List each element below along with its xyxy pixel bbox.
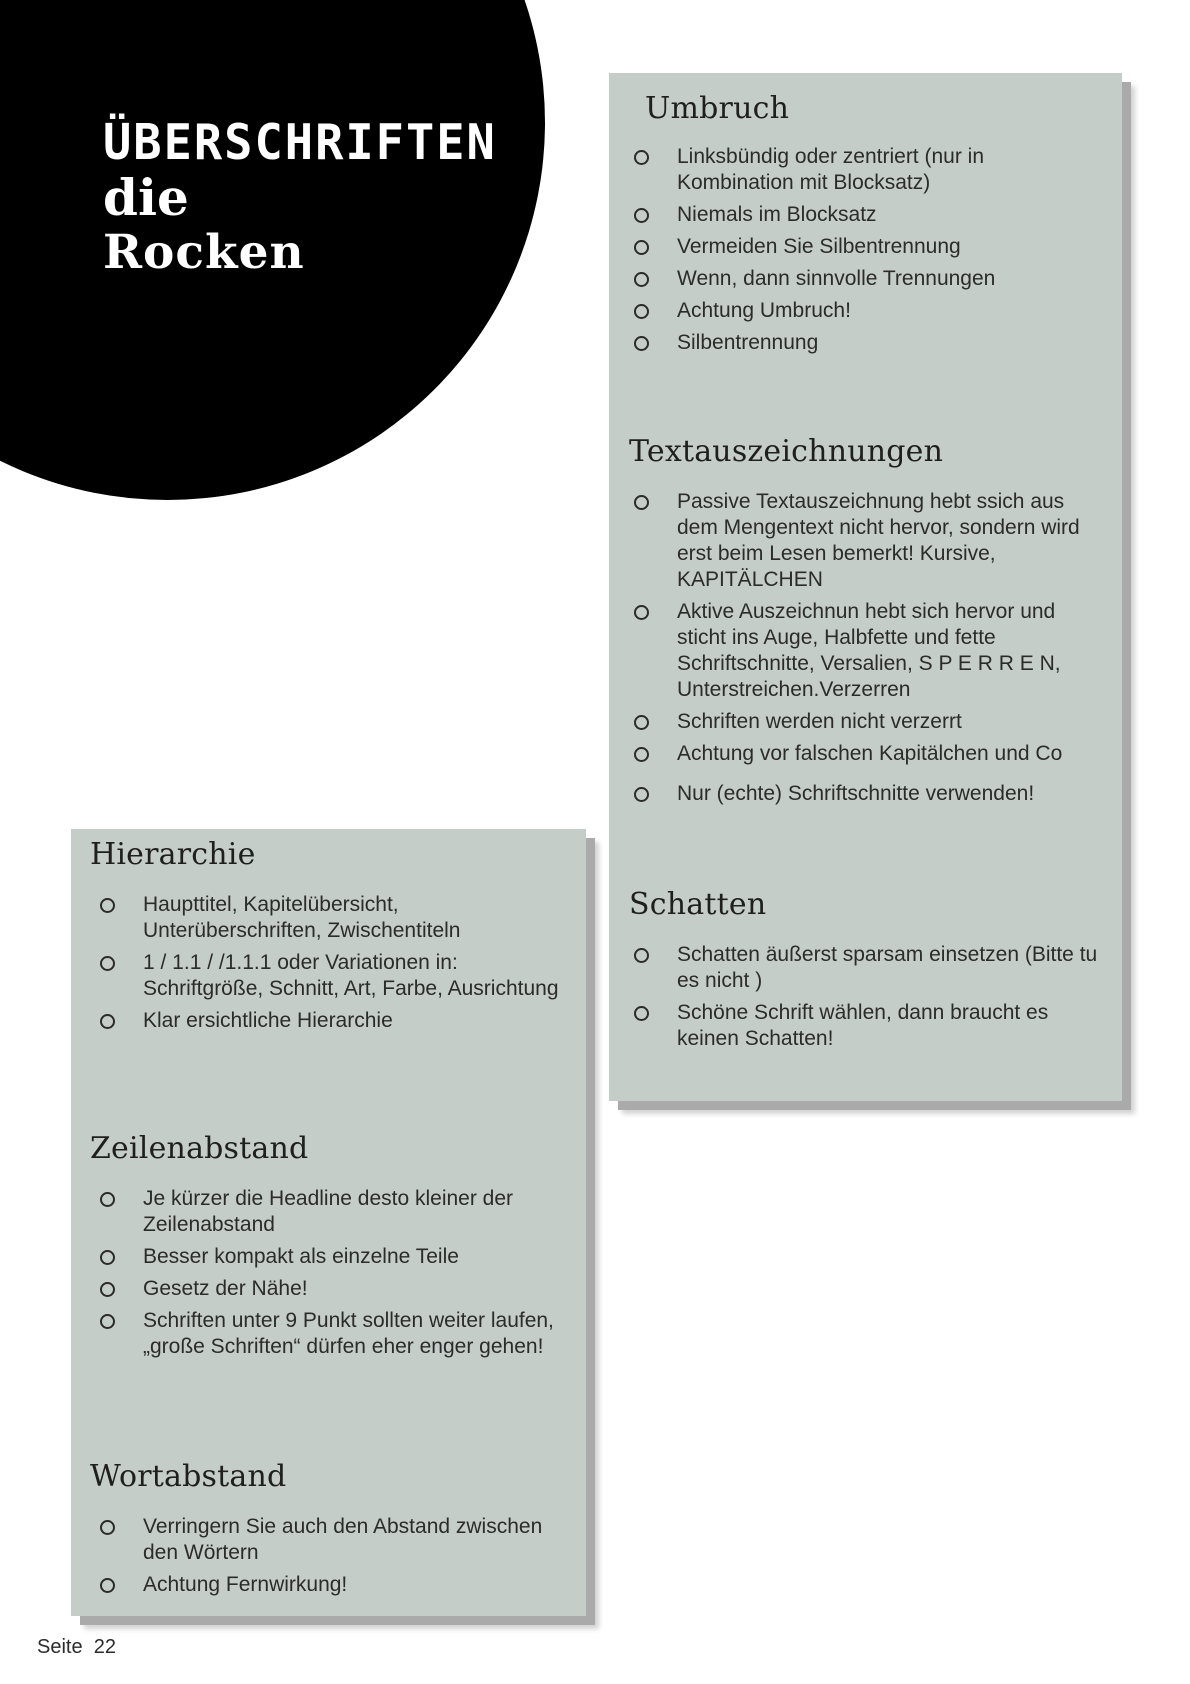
list-item: Silbentrennung [631, 330, 1105, 356]
circle-bullet-icon [634, 208, 649, 223]
circle-bullet-icon [100, 898, 115, 913]
bullet-list [631, 942, 1107, 1052]
bullet-list [631, 144, 1105, 356]
circle-bullet-icon [100, 956, 115, 971]
bullet-list [97, 892, 570, 1034]
section-umbruch [645, 91, 1105, 356]
circle-bullet-icon [100, 1250, 115, 1265]
left-info-card [71, 829, 586, 1616]
list-item: Vermeiden Sie Silbentrennung [631, 234, 1105, 260]
list-item: Haupttitel, Kapitelübersicht, Unterüberschriften, Zwischentiteln [97, 892, 570, 944]
circle-bullet-icon [634, 747, 649, 762]
list-item: Aktive Auszeichnun hebt sich hervor und sticht ins Auge, Halbfette und fette Schriftschnitte, Versalien, S P E R R E N, Unterstreichen.Verzerren [631, 599, 1107, 703]
section-heading: Umbruch [645, 91, 790, 126]
page-number: Seite 22 [37, 1636, 116, 1658]
section-textauszeichnungen [629, 434, 1107, 807]
list-item: Achtung vor falschen Kapitälchen und Co [631, 741, 1107, 767]
circle-bullet-icon [634, 605, 649, 620]
circle-bullet-icon [100, 1192, 115, 1207]
list-item: Wenn, dann sinnvolle Trennungen [631, 266, 1105, 292]
list-item: Niemals im Blocksatz [631, 202, 1105, 228]
circle-bullet-icon [100, 1282, 115, 1297]
page-title [103, 113, 497, 280]
bullet-list [97, 1514, 570, 1598]
section-wortabstand [90, 1459, 570, 1598]
list-item: Schriften werden nicht verzerrt [631, 709, 1107, 735]
bullet-list [97, 1186, 570, 1360]
list-item: Nur (echte) Schriftschnitte verwenden! [631, 781, 1107, 807]
title-line-2: die [103, 168, 189, 227]
circle-bullet-icon [634, 336, 649, 351]
list-item: Besser kompakt als einzelne Teile [97, 1244, 570, 1270]
list-item: Achtung Umbruch! [631, 298, 1105, 324]
title-line-3: Rocken [103, 225, 305, 280]
list-item: Schriften unter 9 Punkt sollten weiter laufen, „große Schriften“ dürfen eher enger gehen! [97, 1308, 570, 1360]
circle-bullet-icon [634, 787, 649, 802]
list-item: 1 / 1.1 / /1.1.1 oder Variationen in: Schriftgröße, Schnitt, Art, Farbe, Ausrichtung [97, 950, 570, 1002]
list-item: Gesetz der Nähe! [97, 1276, 570, 1302]
circle-bullet-icon [634, 150, 649, 165]
list-item: Schatten äußerst sparsam einsetzen (Bitte tu es nicht ) [631, 942, 1107, 994]
circle-bullet-icon [634, 495, 649, 510]
circle-bullet-icon [634, 948, 649, 963]
circle-bullet-icon [100, 1314, 115, 1329]
circle-bullet-icon [634, 304, 649, 319]
list-item: Linksbündig oder zentriert (nur in Kombination mit Blocksatz) [631, 144, 1105, 196]
bullet-list [631, 489, 1107, 807]
title-line-1: ÜBERSCHRIFTEN [103, 113, 497, 172]
list-item: Schöne Schrift wählen, dann braucht es keinen Schatten! [631, 1000, 1107, 1052]
list-item: Achtung Fernwirkung! [97, 1572, 570, 1598]
list-item: Klar ersichtliche Hierarchie [97, 1008, 570, 1034]
list-item: Passive Textauszeichnung hebt ssich aus dem Mengentext nicht hervor, sondern wird erst beim Lesen bemerkt! Kursive, KAPITÄLCHEN [631, 489, 1107, 593]
circle-bullet-icon [634, 1006, 649, 1021]
section-heading: Wortabstand [90, 1459, 287, 1494]
circle-bullet-icon [634, 272, 649, 287]
circle-bullet-icon [634, 715, 649, 730]
list-item: Je kürzer die Headline desto kleiner der Zeilenabstand [97, 1186, 570, 1238]
section-schatten [629, 887, 1107, 1052]
section-heading: Textauszeichnungen [629, 434, 944, 469]
list-item: Verringern Sie auch den Abstand zwischen den Wörtern [97, 1514, 570, 1566]
section-heading: Hierarchie [90, 837, 256, 872]
section-heading: Zeilenabstand [90, 1131, 309, 1166]
section-zeilenabstand [90, 1131, 570, 1360]
circle-bullet-icon [634, 240, 649, 255]
circle-bullet-icon [100, 1520, 115, 1535]
circle-bullet-icon [100, 1014, 115, 1029]
circle-bullet-icon [100, 1578, 115, 1593]
right-info-card [609, 73, 1122, 1101]
section-hierarchie [90, 837, 570, 1034]
section-heading: Schatten [629, 887, 767, 922]
